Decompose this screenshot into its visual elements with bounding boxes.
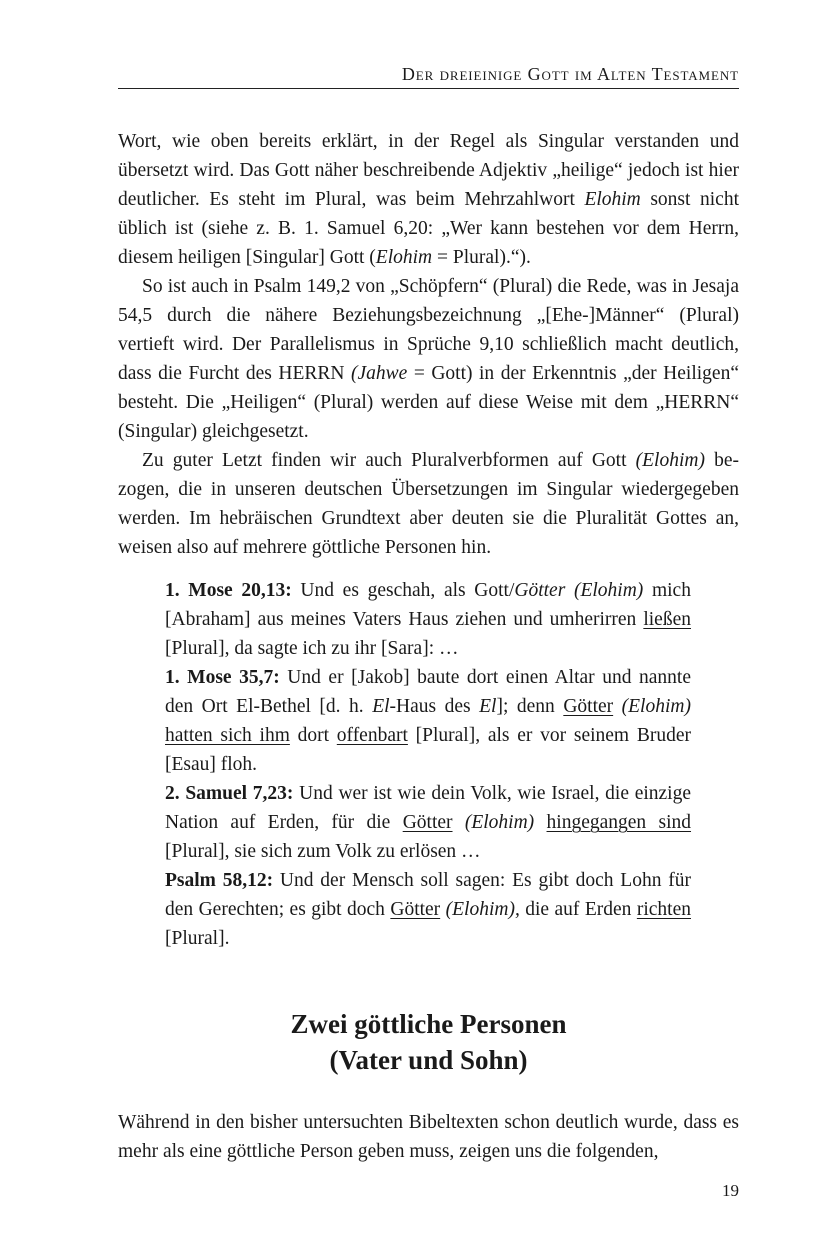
quote-reference: 2. Samuel 7,23: xyxy=(165,783,294,804)
underlined-word: hingegangen sind xyxy=(546,812,692,833)
quote-reference: 1. Mose 20,13: xyxy=(165,580,292,601)
underlined-word: hatten sich ihm xyxy=(165,725,290,746)
paragraph-2: So ist auch in Psalm 149,2 von „Schöpfern“ (Plural) die Rede, was in Jesaja 54,5 durch die nähere Beziehungsbezeichnung „[Ehe-]Männer“ (Plural) vertieft wird. Der Parallelismus in Sprüche 9,10 schließlich macht deutlich, dass die Furcht des HERRN (Jahwe = Gott) in der Erkenntnis „der Heiligen“ besteht. Die „Heiligen“ (Plural) werden auf diese Weise mit dem „HERRN“ (Singular) gleichgesetzt. xyxy=(118,276,739,442)
underlined-word: ließen xyxy=(643,609,691,630)
page-number: 19 xyxy=(722,1181,739,1200)
header-rule xyxy=(118,88,739,89)
running-head: Der dreieinige Gott im Alten Testament xyxy=(401,64,739,84)
underlined-word: richten xyxy=(636,899,691,920)
quote-reference: Psalm 58,12: xyxy=(165,870,274,891)
underlined-word: Götter xyxy=(390,899,441,920)
quote-genesis-35-7: 1. Mose 35,7: Und er [Jakob] baute dort einen Altar und nannte den Ort El-Bethel [d. h. El-Haus des El]; denn Götter (Elohim) hatten sich ihm dort offenbart [Plural], als er vor seinem Bruder [Esau] floh. xyxy=(165,667,691,775)
body-text xyxy=(118,127,739,953)
underlined-word: Götter xyxy=(563,696,614,717)
quote-reference: 1. Mose 35,7: xyxy=(165,667,280,688)
section-heading xyxy=(118,1006,739,1078)
quote-genesis-20-13: 1. Mose 20,13: Und es geschah, als Gott/Götter (Elohim) mich [Abraham] aus meines Vaters Haus ziehen und umherirren ließen [Plural], da sagte ich zu ihr [Sara]: … xyxy=(165,580,691,659)
underlined-word: Götter xyxy=(402,812,453,833)
underlined-word: offenbart xyxy=(336,725,408,746)
section-heading-line-2: (Vater und Sohn) xyxy=(329,1045,528,1075)
paragraph-3: Zu guter Letzt finden wir auch Pluralverbformen auf Gott (Elohim) bezogen, die in unseren deutschen Übersetzungen im Singular wiedergegeben werden. Im hebräischen Grundtext aber deuten sie die Pluralität Gottes an, weisen also auf mehrere göttliche Personen hin. xyxy=(118,450,739,558)
quote-2-samuel-7-23: 2. Samuel 7,23: Und wer ist wie dein Volk, wie Israel, die einzige Nation auf Erden, für die Götter (Elohim) hingegangen sind [Plural], sie sich zum Volk zu erlösen … xyxy=(165,783,692,862)
paragraph-1: Wort, wie oben bereits erklärt, in der Regel als Singular verstanden und übersetzt wird. Das Gott näher beschreibende Adjektiv „heilige“ jedoch ist hier deutlicher. Es steht im Plural, was beim Mehrzahlwort Elohim sonst nicht üblich ist (siehe z. B. 1. Samuel 6,20: „Wer kann bestehen vor dem Herrn, diesem heiligen [Singular] Gott (Elohim = Plural).“). xyxy=(118,131,739,268)
quote-psalm-58-12: Psalm 58,12: Und der Mensch soll sagen: Es gibt doch Lohn für den Gerechten; es gibt doch Götter (Elohim), die auf Erden richten [Plural]. xyxy=(165,870,691,949)
section-heading-line-1: Zwei göttliche Personen xyxy=(290,1009,567,1039)
section-intro-paragraph: Während in den bisher untersuchten Bibeltexten schon deutlich wurde, dass es mehr als eine göttliche Person geben muss, zeigen uns die folgenden, xyxy=(118,1111,739,1162)
bible-quotes xyxy=(165,576,691,953)
